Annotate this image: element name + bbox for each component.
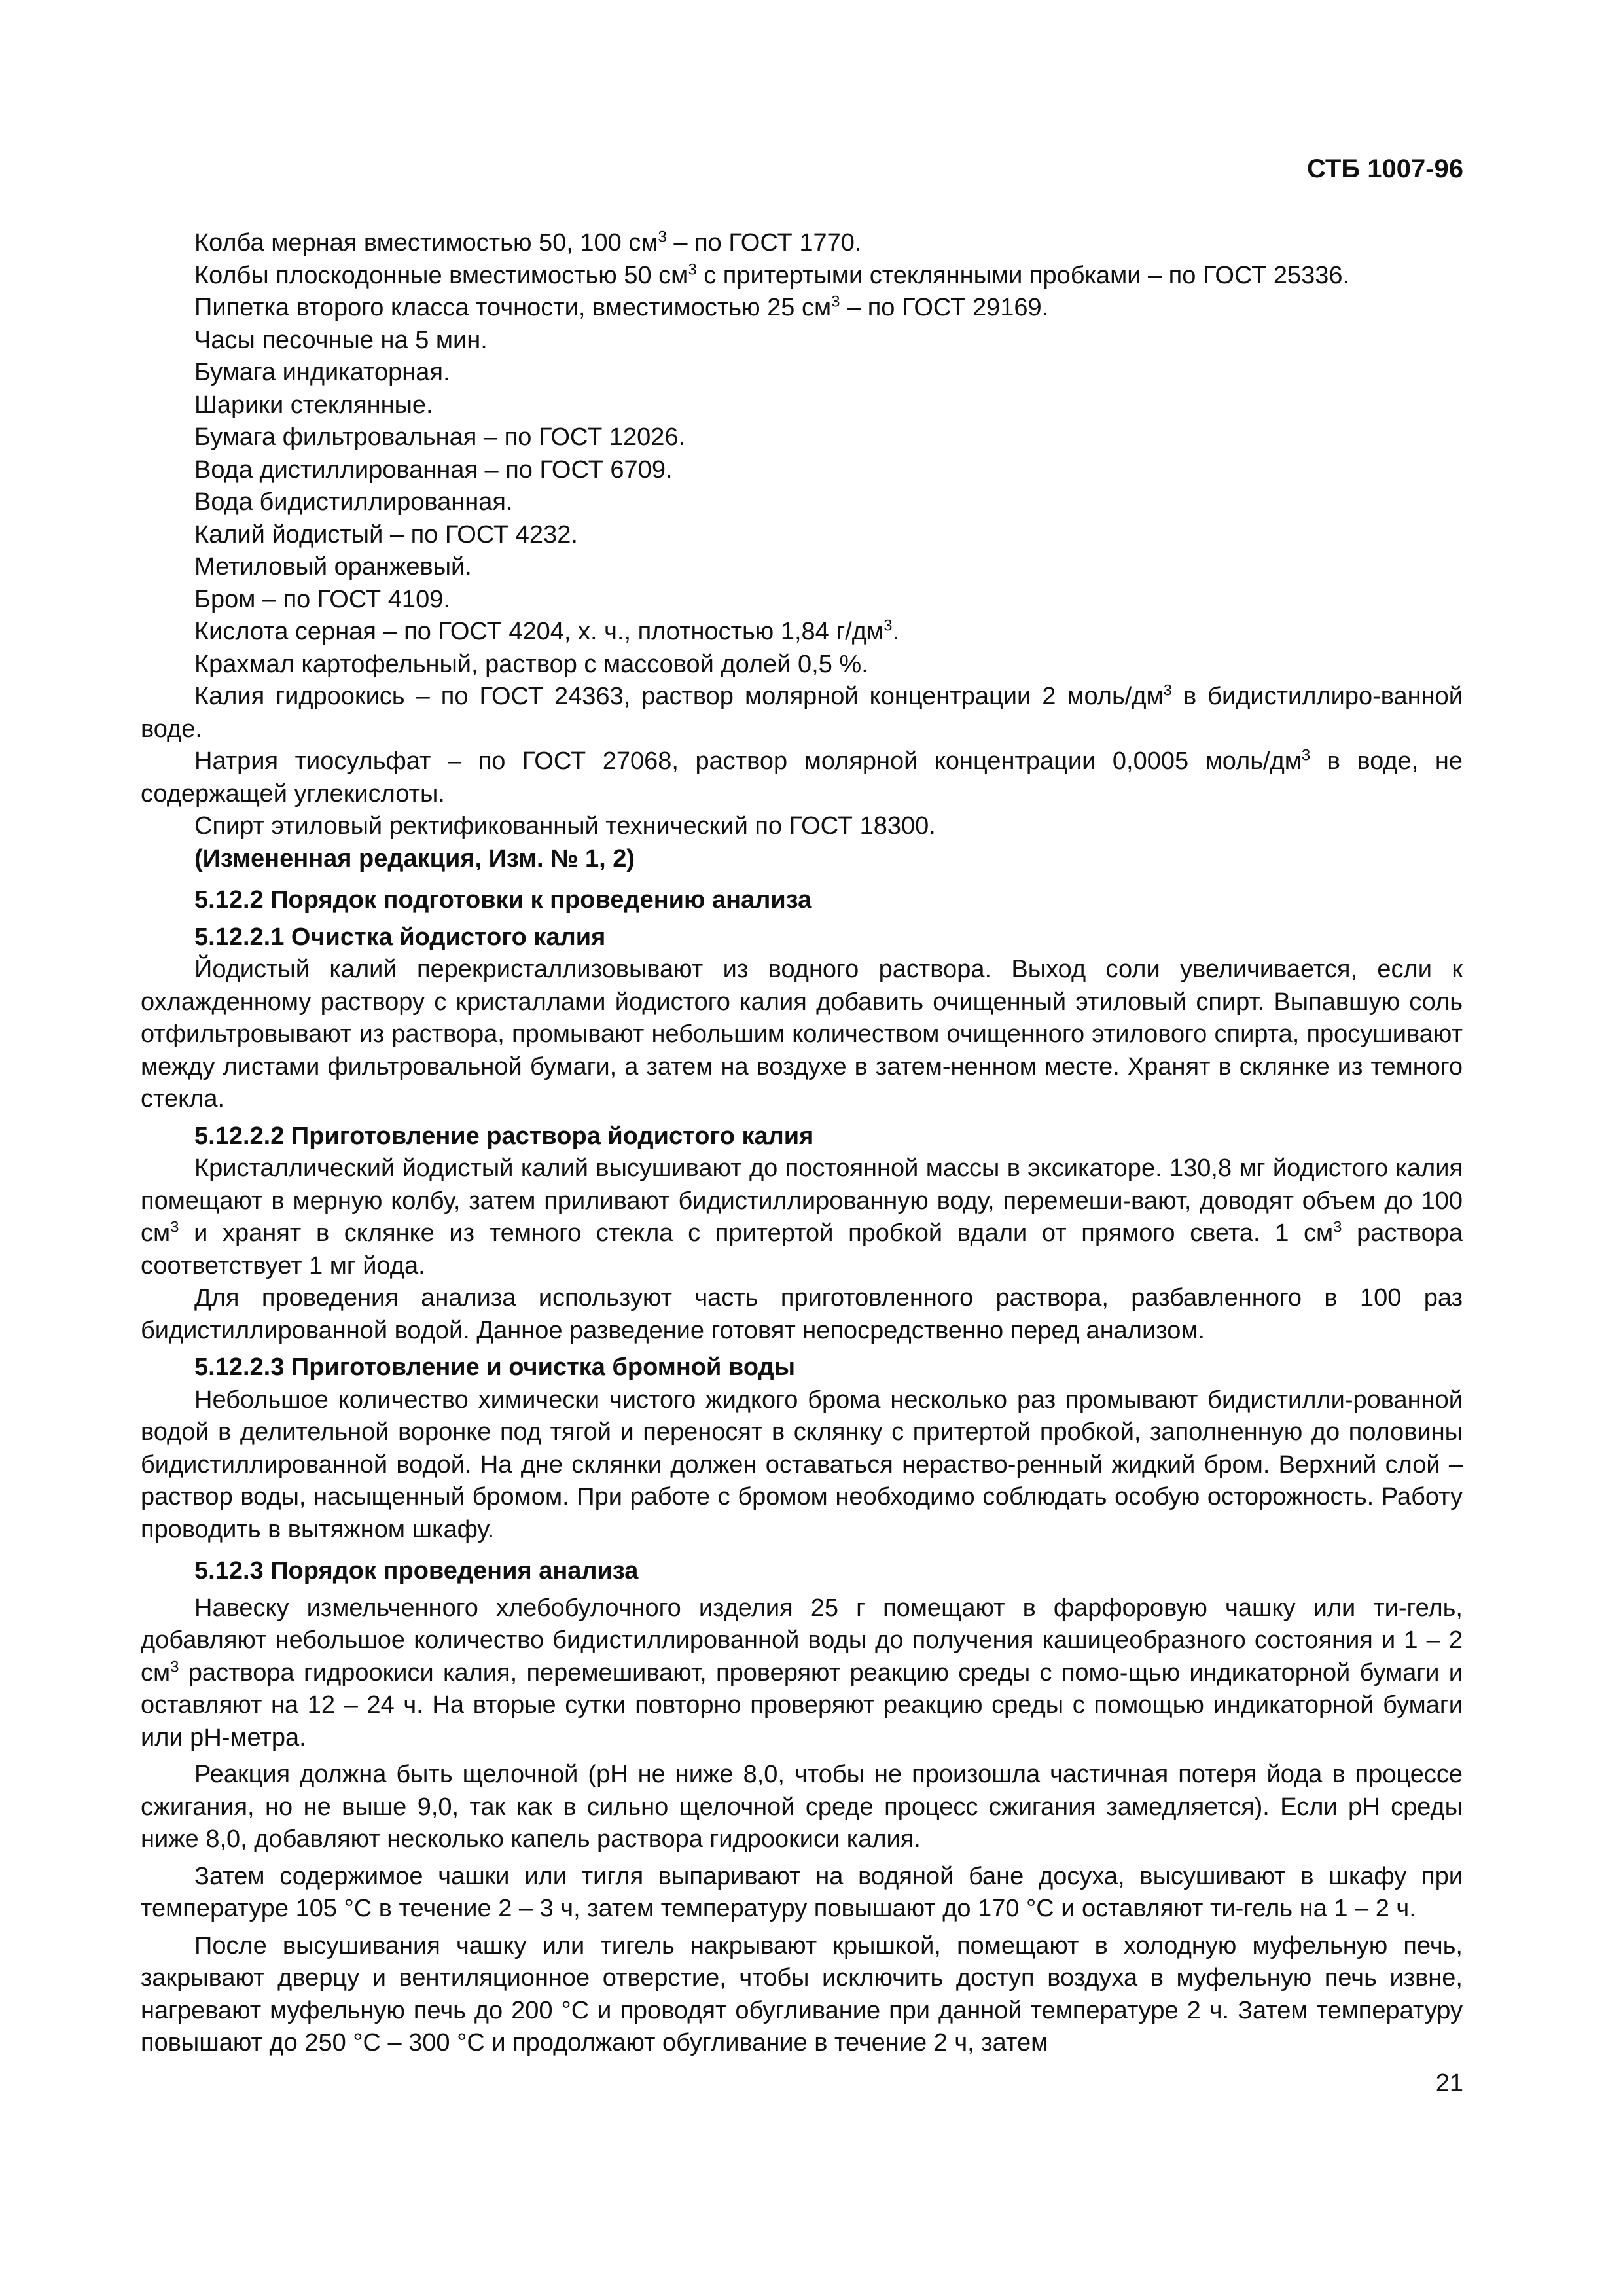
list-item: Колбы плоскодонные вместимостью 50 $см^3$ с притертыми стеклянными пробками – по ГОСТ 25336.	[194, 260, 1350, 289]
paragraph: Навеску измельченного хлебобулочного изделия 25 г помещают в фарфоровую чашку или ти-гель, добавляют небольшое количество бидистиллированной воды до получения кашицеобразного состояния и 1 – 2 $см^3$ раствора гидроокиси калия, перемешивают, проверяют реакцию среды с помо-щью индикаторной бумаги и оставляют на 12 – 24 ч. На вторые сутки повторно проверяют реакцию среды с помощью индикаторной бумаги или рН-метра.	[141, 1594, 1463, 1751]
paragraph: Небольшое количество химически чистого жидкого брома несколько раз промывают бидистилли-рованной водой в делительной воронке под тягой и переносят в склянку с притертой пробкой, заполненную до половины бидистиллированной водой. На дне склянки должен оставаться нераство-ренный жидкий бром. Верхний слой – раствор воды, насыщенный бромом. При работе с бромом необходимо соблюдать особую осторожность. Работу проводить в вытяжном шкафу.	[141, 1386, 1463, 1543]
list-item: Спирт этиловый ректификованный технический по ГОСТ 18300.	[194, 812, 936, 840]
list-item: Часы песочные на 5 мин.	[194, 326, 488, 354]
revision-note: (Измененная редакция, Изм. № 1, 2)	[194, 844, 635, 872]
subsection-heading-5-12-2-2: 5.12.2.2 Приготовление раствора йодистого калия	[194, 1122, 814, 1150]
section-heading-5-12-2: 5.12.2 Порядок подготовки к проведению анализа	[194, 886, 812, 914]
document-code-header: СТБ 1007-96	[1307, 154, 1463, 183]
list-item: Натрия тиосульфат – по ГОСТ 27068, раствор молярной концентрации 0,0005 моль/$дм^3$ в воде, не содержащей углекислоты.	[141, 746, 1463, 808]
list-item: Вода бидистиллированная.	[194, 488, 513, 516]
list-item: Калия гидроокись – по ГОСТ 24363, раствор молярной концентрации 2 моль/$дм^3$ в бидистиллиро-ванной воде.	[141, 681, 1463, 743]
paragraph: Для проведения анализа используют часть приготовленного раствора, разбавленного в 100 раз бидистиллированной водой. Данное разведение готовят непосредственно перед анализом.	[141, 1284, 1463, 1344]
equipment-list	[141, 227, 1463, 843]
list-item: Калий йодистый – по ГОСТ 4232.	[194, 520, 578, 548]
list-item: Кислота серная – по ГОСТ 4204, х. ч., плотностью 1,84 $г/дм^3$.	[194, 617, 900, 645]
list-item: Шарики стеклянные.	[194, 391, 433, 419]
paragraph: Йодистый калий перекристаллизовывают из водного раствора. Выход соли увеличивается, если к охлажденному раствору с кристаллами йодистого калия добавить очищенный этиловый спирт. Выпавшую соль отфильтровывают из раствора, промывают небольшим количеством очищенного этилового спирта, просушивают между листами фильтровальной бумаги, а затем на воздухе в затем-ненном месте. Хранят в склянке из темного стекла.	[141, 956, 1463, 1113]
list-item: Бром – по ГОСТ 4109.	[194, 585, 450, 613]
paragraph: Затем содержимое чашки или тигля выпаривают на водяной бане досуха, высушивают в шкафу при температуре 105 °С в течение 2 – 3 ч, затем температуру повышают до 170 °С и оставляют ти-гель на 1 – 2 ч.	[141, 1862, 1463, 1922]
page-body	[141, 227, 1463, 2060]
list-item: Вода дистиллированная – по ГОСТ 6709.	[194, 456, 673, 484]
paragraph: Кристаллический йодистый калий высушивают до постоянной массы в эксикаторе. 130,8 мг йодистого калия помещают в мерную колбу, затем приливают бидистиллированную воду, перемеши-вают, доводят объем до 100 $см^3$ и хранят в склянке из темного стекла с притертой пробкой вдали от прямого света. 1 $см^3$ раствора соответствует 1 мг йода.	[141, 1155, 1463, 1280]
list-item: Бумага фильтровальная – по ГОСТ 12026.	[194, 423, 686, 451]
subsection-heading-5-12-2-1: 5.12.2.1 Очистка йодистого калия	[194, 923, 606, 951]
section-heading-5-12-3: 5.12.3 Порядок проведения анализа	[194, 1557, 639, 1585]
list-item: Крахмал картофельный, раствор с массовой долей 0,5 %.	[194, 650, 868, 678]
list-item: Бумага индикаторная.	[194, 359, 450, 386]
paragraph: Реакция должна быть щелочной (рН не ниже 8,0, чтобы не произошла частичная потеря йода в процессе сжигания, но не выше 9,0, так как в сильно щелочной среде процесс сжигания замедляется). Если рН среды ниже 8,0, добавляют несколько капель раствора гидроокиси калия.	[141, 1761, 1463, 1853]
list-item: Пипетка второго класса точности, вместимостью 25 $см^3$ – по ГОСТ 29169.	[194, 293, 1049, 321]
subsection-heading-5-12-2-3: 5.12.2.3 Приготовление и очистка бромной воды	[194, 1354, 796, 1381]
page-number: 21	[1435, 2070, 1463, 2097]
list-item: Колба мерная вместимостью 50, 100 $см^3$ – по ГОСТ 1770.	[194, 228, 862, 257]
paragraph: После высушивания чашку или тигель накрывают крышкой, помещают в холодную муфельную печь, закрывают дверцу и вентиляционное отверстие, чтобы исключить доступ воздуха в муфельную печь извне, нагревают муфельную печь до 200 °С и проводят обугливание при данной температуре 2 ч. Затем температуру повышают до 250 °С – 300 °С и продолжают обугливание в течение 2 ч, затем	[141, 1931, 1463, 2056]
list-item: Метиловый оранжевый.	[194, 553, 472, 581]
